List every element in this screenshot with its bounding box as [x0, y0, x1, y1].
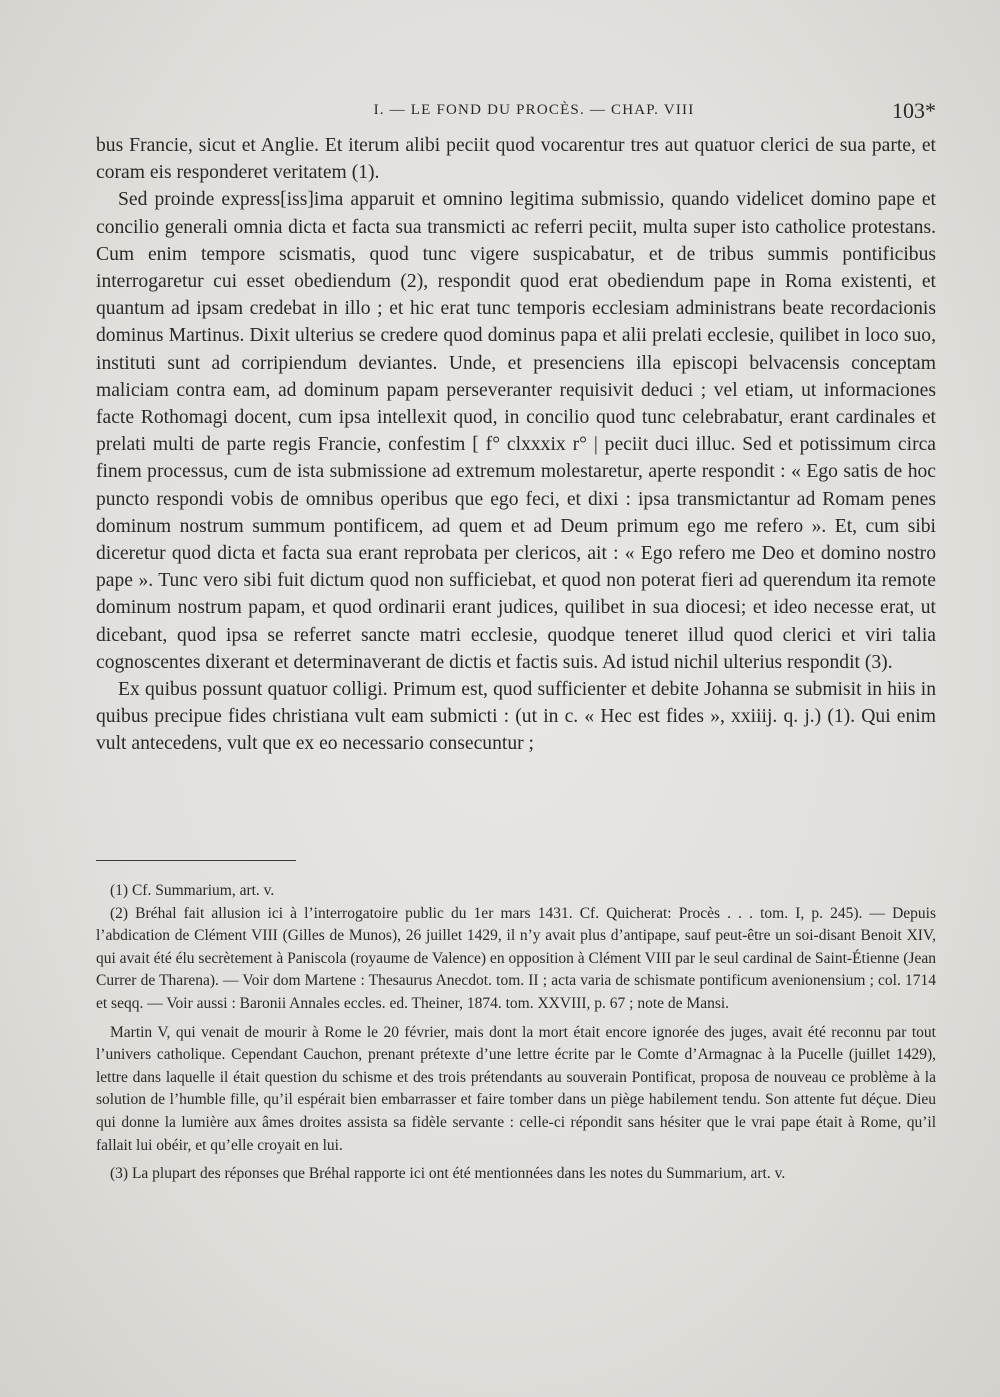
running-title: I. — LE FOND DU PROCÈS. — CHAP. VIII [373, 102, 695, 118]
footnote-1: (1) Cf. Summarium, art. v. [110, 882, 275, 899]
footnote-divider [96, 860, 296, 861]
page-number: 103* [892, 98, 936, 123]
footnotes [96, 880, 936, 1186]
page-header [96, 98, 936, 128]
footnote-2: (2) Bréhal fait allusion ici à l’interrogatoire public du 1er mars 1431. Cf. Quicherat: Procès . . . tom. I, p. 245). — Depuis l’abdication de Clément VIII (Gilles de Munos), 26 juillet 1429, il n’y avait plus d’antipape, sauf peut-être un soi-disant Benoit XIV, qui avait été élu secrètement à Paniscola (royaume de Valence) en opposition à Clément VIII par le seul cardinal de Saint-Étienne (Jean Currer de Tharena). — Voir dom Martene : Thesaurus Anecdot. tom. II ; acta varia de schismate pontificum avenionensium ; col. 1714 et seqq. — Voir aussi : Baronii Annales eccles. ed. Theiner, 1874. tom. XXVIII, p. 67 ; note de Mansi. [96, 904, 936, 1012]
paragraph-1: bus Francie, sicut et Anglie. Et iterum alibi peciit quod vocarentur tres aut quatuor clerici de sua parte, et coram eis responderet veritatem (1). [96, 135, 936, 184]
main-text [96, 132, 936, 758]
paragraph-2: Sed proinde express[iss]ima apparuit et omnino legitima submissio, quando videlicet domino pape et concilio generali omnia dicta et facta sua transmicti ac referri peciit, multa super isto catholice protestans. Cum enim tempore scismatis, quod tunc vigere suspicabatur, et de tribus summis pontificibus interrogaretur cui esset obediendum (2), respondit quod erat obediendum pape in Roma existenti, et quantum ad ipsam credebat in illo ; et hic erat tunc temporis ecclesiam administrans beate recordacionis dominus Martinus. Dixit ulterius se credere quod dominus papa et alii prelati ecclesie, quilibet in loco suo, instituti sunt ad corripiendum deviantes. Unde, et presenciens illa episcopi belvacensis conceptam maliciam contra eam, ad dominum papam perseveranter requisivit deduci ; vel etiam, ut informaciones facte Rothomagi docent, cum ipsa intellexit quod, in concilio quod tunc celebrabatur, erant cardinales et prelati multi de parte regis Francie, confestim [ f° clxxxix r° | peciit duci illuc. Sed et potissimum circa finem processus, cum de ista submissione ad extremum molestaretur, aperte respondit : « Ego satis de hoc puncto respondi vobis de omnibus operibus que ego feci, et dixi : ipsa transmictantur ad Romam penes dominum nostrum summum pontificem, ad quem et ad Deum primum ego me refero ». Et, cum sibi diceretur quod dicta et facta sua erant reprobata per clericos, ait : « Ego refero me Deo et domino nostro pape ». Tunc vero sibi fuit dictum quod non sufficiebat, et quod non poterat fieri ad querendum ita remote dominum nostrum papam, et quod ordinarii erant judices, quilibet in sua diocesi; et ideo necesse erat, ut dicebant, quod ipsa se referret sancte matri ecclesie, quodque teneret illud quod clerici et viri talia cognoscentes dixerant et determinaverant de dictis et factis suis. Ad istud nichil ulterius respondit (3). [96, 189, 936, 673]
paragraph-3: Ex quibus possunt quatuor colligi. Primum est, quod sufficienter et debite Johanna se submisit in hiis in quibus precipue fides christiana vult eam submicti : (ut in c. « Hec est fides », xxiiij. q. j.) (1). Qui enim vult antecedens, vult que ex eo necessario consecuntur ; [96, 679, 936, 755]
footnote-2-continuation: Martin V, qui venait de mourir à Rome le 20 février, mais dont la mort était encore ignorée des juges, avait été reconnu par tout l’univers catholique. Cependant Cauchon, prenant prétexte d’une lettre écrite par le Comte d’Armagnac à la Pucelle (juillet 1429), lettre dans laquelle il était question du schisme et des trois prétendants au souverain Pontificat, proposa de nouveau ce problème à la solution de l’humble fille, qu’il espérait bien embarrasser et faire tomber dans un piège habilement tendu. Son attente fut déçue. Dieu qui donne la lumière aux âmes droites assista sa fidèle servante : celle-ci répondit sans hésiter que le vrai pape était à Rome, qu’il fallait lui obéir, et qu’elle croyait en lui. [96, 1023, 936, 1154]
footnote-3: (3) La plupart des réponses que Bréhal rapporte ici ont été mentionnées dans les notes du Summarium, art. v. [110, 1165, 786, 1183]
